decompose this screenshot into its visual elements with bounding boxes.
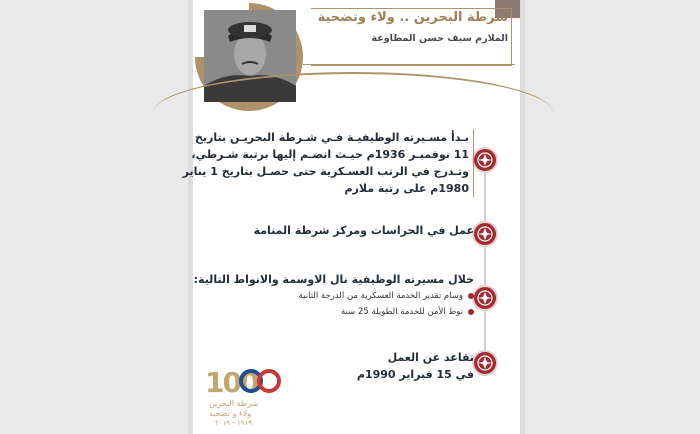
- award-label: نوط الأمن للخدمة الطويلة 25 سنة: [341, 307, 463, 317]
- list-item: [194, 288, 474, 304]
- career-start-text: [182, 129, 474, 197]
- bullet-dot-icon: [468, 293, 474, 299]
- police-emblem-icon: [472, 221, 498, 247]
- police-emblem-icon: [472, 350, 498, 376]
- awards-section: [194, 271, 474, 320]
- list-item: [194, 304, 474, 320]
- police-emblem-icon: [472, 285, 498, 311]
- retirement-text: [357, 349, 474, 383]
- assignments-text: عمل في الحراسات ومركز شرطة المنامة: [253, 224, 474, 237]
- bullet-dot-icon: [468, 309, 474, 315]
- page-subtitle: الملازم سيف حسن المطاوعة: [371, 33, 508, 44]
- career-line: 11 نوفمبـر 1936م حيـث انضـم إليها برتبة شـرطي،: [191, 148, 469, 161]
- awards-title: خلال مسيرته الوظيفية نال الاوسمة والانواط التالية:: [193, 273, 474, 286]
- logo-text: شرطة البحرين: [209, 399, 259, 408]
- logo-number: 100: [205, 366, 258, 399]
- career-line: بـدأ مسـيرته الوظيفيـة فـي شـرطة البحريـن بتاريخ: [194, 131, 469, 144]
- career-line: وتـدرج في الرتب العسـكرية حتى حصـل بتاريخ 1 يناير: [182, 165, 469, 178]
- logo-years: ١٩١٩ - ٢٠١٩: [215, 419, 253, 427]
- timeline-line: [484, 150, 486, 362]
- header-divider: [303, 64, 515, 65]
- page-title: شرطة البحرين .. ولاء وتضحية: [317, 10, 508, 25]
- centennial-logo: [205, 366, 289, 428]
- award-label: وسام تقدير الخدمة العسكرية من الدرجة الثانية: [298, 291, 463, 301]
- police-emblem-icon: [472, 147, 498, 173]
- career-line: 1980م على رتبة ملازم: [344, 182, 469, 195]
- retirement-line1: تقاعد عن العمل: [387, 351, 474, 364]
- logo-ring-icon: [257, 369, 281, 393]
- info-card: [182, 0, 520, 434]
- retirement-line2: في 15 فبراير 1990م: [356, 368, 474, 381]
- logo-text: ولاء و تضحية: [209, 409, 252, 418]
